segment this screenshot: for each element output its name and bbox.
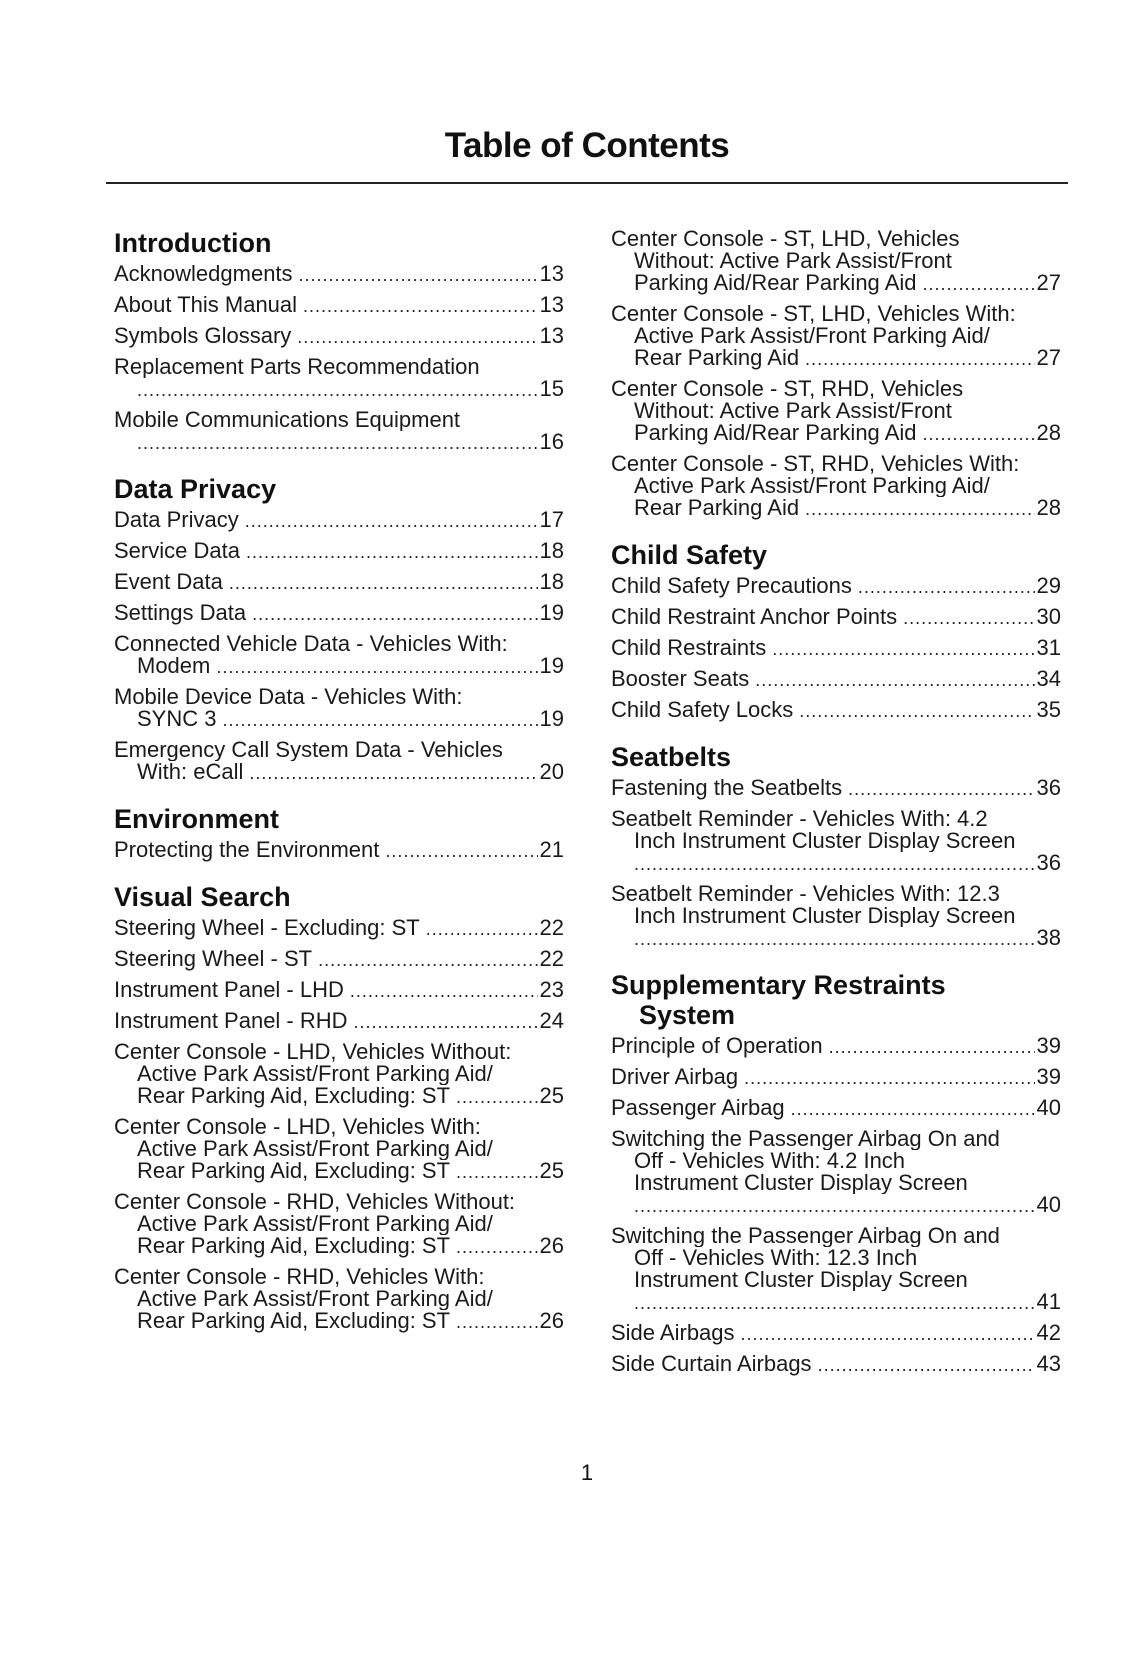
toc-entry[interactable] [611,228,1061,295]
toc-page-number: 36 [1036,852,1061,875]
dot-leader [923,423,1035,445]
toc-page-number: 39 [1036,1035,1061,1058]
toc-entry-text: Child Restraint Anchor Points [611,606,898,629]
dot-leader [818,1354,1035,1376]
toc-entry-text: Center Console - ST, LHD, Vehicles [611,228,960,250]
toc-section [611,970,1061,1376]
toc-entry[interactable] [114,1191,564,1258]
dot-leader [354,1011,538,1033]
toc-page-number: 38 [1036,927,1061,950]
toc-entry[interactable] [114,1010,564,1033]
section-heading [611,742,1061,772]
dot-leader [249,762,537,784]
dot-leader [318,949,537,971]
section-heading [114,882,564,912]
toc-entry-text: Mobile Communications Equipment [114,409,461,431]
toc-page-number: 28 [1036,422,1061,445]
toc-entry[interactable] [611,637,1061,660]
toc-page-number: 13 [539,294,564,317]
dot-leader [137,432,538,454]
toc-entry-text: Seatbelt Reminder - Vehicles With: 12.3 [611,883,1000,905]
toc-entry-text: Parking Aid/Rear Parking Aid [634,272,917,295]
dot-leader [297,326,537,348]
toc-entry-text: With: eCall [137,761,244,784]
toc-entry-text: Off - Vehicles With: 12.3 Inch [634,1247,918,1269]
toc-section [611,540,1061,722]
toc-entry-text: Side Airbags [611,1322,735,1345]
toc-section [611,228,1061,520]
toc-entry[interactable] [114,571,564,594]
toc-entry[interactable] [611,1322,1061,1345]
toc-entry[interactable] [114,1266,564,1333]
toc-entry-text: Emergency Call System Data - Vehicles [114,739,503,761]
dot-leader [246,541,538,563]
toc-entry-text: Steering Wheel - Excluding: ST [114,917,420,940]
toc-entry-text: Acknowledgments [114,263,293,286]
toc-entry[interactable] [611,1066,1061,1089]
toc-entry[interactable] [611,668,1061,691]
dot-leader [634,928,1035,950]
toc-entry[interactable] [611,699,1061,722]
dot-leader [303,295,537,317]
dot-leader [858,576,1035,598]
toc-page-number: 41 [1036,1291,1061,1314]
toc-entry-text: Passenger Airbag [611,1097,785,1120]
dot-leader [216,656,537,678]
toc-entry[interactable] [114,356,564,401]
toc-entry-text: About This Manual [114,294,298,317]
dot-leader [741,1323,1035,1345]
toc-entry-text: Rear Parking Aid, Excluding: ST [137,1310,451,1333]
dot-leader [350,980,538,1002]
toc-page-number: 42 [1036,1322,1061,1345]
toc-entry-text: Inch Instrument Cluster Display Screen [634,830,1016,852]
toc-entry-text: Center Console - ST, LHD, Vehicles With: [611,303,1016,325]
toc-page-number: 22 [539,917,564,940]
dot-leader [634,1195,1035,1217]
toc-page-number: 39 [1036,1066,1061,1089]
toc-entry[interactable] [611,1353,1061,1376]
toc-page-number: 25 [539,1085,564,1108]
toc-entry-text: Symbols Glossary [114,325,292,348]
toc-entry[interactable] [611,453,1061,520]
dot-leader [426,918,538,940]
toc-page-number: 43 [1036,1353,1061,1376]
toc-entry-text: Parking Aid/Rear Parking Aid [634,422,917,445]
toc-entry[interactable] [611,1225,1061,1314]
toc-entry-text: Instrument Panel - RHD [114,1010,348,1033]
toc-entry-text: Steering Wheel - ST [114,948,313,971]
dot-leader [848,778,1034,800]
toc-entry[interactable] [114,325,564,348]
toc-right-column [611,228,1061,1396]
toc-section [114,228,564,454]
toc-entry[interactable] [114,633,564,678]
toc-entry[interactable] [611,883,1061,950]
toc-entry-text: Active Park Assist/Front Parking Aid/ [137,1063,493,1085]
toc-page-number: 25 [539,1160,564,1183]
toc-page-number: 15 [539,378,564,401]
section-heading [114,228,564,258]
toc-entry-text: Rear Parking Aid [634,347,800,370]
toc-entry[interactable] [114,540,564,563]
toc-entry-text: Fastening the Seatbelts [611,777,843,800]
toc-page-number: 21 [539,839,564,862]
toc-entry-text: Side Curtain Airbags [611,1353,812,1376]
toc-entry[interactable] [114,263,564,286]
toc-entry-text: Rear Parking Aid, Excluding: ST [137,1235,451,1258]
toc-page-number: 30 [1036,606,1061,629]
toc-entry-text: Modem [137,655,211,678]
toc-entry[interactable] [611,777,1061,800]
section-heading-text: Visual Search [114,882,291,912]
toc-page-number: 40 [1036,1097,1061,1120]
toc-entry-text: Protecting the Environment [114,839,380,862]
toc-page-number: 19 [539,708,564,731]
toc-entry[interactable] [114,294,564,317]
dot-leader [829,1036,1035,1058]
toc-page-number: 34 [1036,668,1061,691]
toc-entry[interactable] [611,1128,1061,1217]
toc-entry-text: Service Data [114,540,240,563]
toc-page-number: 19 [539,655,564,678]
toc-entry-text: Instrument Cluster Display Screen [634,1172,968,1194]
toc-entry[interactable] [114,1116,564,1183]
toc-entry-text: Active Park Assist/Front Parking Aid/ [137,1138,493,1160]
toc-page-number: 28 [1036,497,1061,520]
toc-page-number: 17 [539,509,564,532]
toc-entry[interactable] [114,739,564,784]
section-heading-text: Introduction [114,228,272,258]
toc-entry-text: Center Console - ST, RHD, Vehicles [611,378,964,400]
toc-entry[interactable] [611,606,1061,629]
dot-leader [923,273,1035,295]
toc-section [114,804,564,862]
dot-leader [456,1086,537,1108]
page-title: Table of Contents [444,126,730,165]
toc-entry-text: Inch Instrument Cluster Display Screen [634,905,1016,927]
toc-entry-text: Center Console - RHD, Vehicles Without: [114,1191,516,1213]
toc-entry-text: Child Restraints [611,637,767,660]
dot-leader [456,1236,537,1258]
dot-leader [755,669,1034,691]
toc-entry-text: Principle of Operation [611,1035,823,1058]
toc-entry[interactable] [611,808,1061,875]
toc-entry-text: Instrument Cluster Display Screen [634,1269,968,1291]
toc-page-number: 18 [539,540,564,563]
page-number: 1 [580,1460,594,1485]
toc-entry-text: Active Park Assist/Front Parking Aid/ [634,325,990,347]
toc-entry-text: Booster Seats [611,668,750,691]
toc-entry[interactable] [114,979,564,1002]
toc-entry[interactable] [114,1041,564,1108]
toc-entry-text: Instrument Panel - LHD [114,979,344,1002]
section-heading-text: Data Privacy [114,474,277,504]
toc-entry-text: Without: Active Park Assist/Front [634,250,952,272]
toc-page-number: 20 [539,761,564,784]
section-heading [611,540,1061,570]
toc-page-number: 22 [539,948,564,971]
dot-leader [805,498,1034,520]
toc-entry[interactable] [114,839,564,862]
section-heading [114,474,564,504]
section-heading-text: Seatbelts [611,742,732,772]
toc-entry-text: Data Privacy [114,509,239,532]
toc-page-number: 27 [1036,272,1061,295]
toc-entry-text: Active Park Assist/Front Parking Aid/ [634,475,990,497]
toc-entry-text: Center Console - LHD, Vehicles Without: [114,1041,512,1063]
toc-page-number: 26 [539,1235,564,1258]
toc-page-number: 19 [539,602,564,625]
toc-page-number: 26 [539,1310,564,1333]
dot-leader [229,572,538,594]
toc-page-number: 13 [539,263,564,286]
toc-section [114,474,564,784]
toc-entry[interactable] [611,1097,1061,1120]
toc-entry-text: Rear Parking Aid, Excluding: ST [137,1085,451,1108]
toc-entry-text: Replacement Parts Recommendation [114,356,480,378]
dot-leader [252,603,537,625]
section-heading-text: Environment [114,804,280,834]
toc-entry-text: Driver Airbag [611,1066,739,1089]
toc-entry-text: Child Safety Locks [611,699,794,722]
toc-entry[interactable] [611,378,1061,445]
toc-page-number: 23 [539,979,564,1002]
dot-leader [245,510,538,532]
toc-section [114,882,564,1333]
toc-entry[interactable] [114,509,564,532]
toc-entry[interactable] [114,948,564,971]
toc-entry-text: Rear Parking Aid [634,497,800,520]
toc-page-number: 36 [1036,777,1061,800]
dot-leader [744,1067,1034,1089]
section-heading [114,804,564,834]
toc-entry-text: Center Console - ST, RHD, Vehicles With: [611,453,1020,475]
toc-page-number: 29 [1036,575,1061,598]
dot-leader [903,607,1034,629]
toc-left-column [114,228,564,1353]
toc-page-number: 35 [1036,699,1061,722]
toc-page-number: 16 [539,431,564,454]
dot-leader [634,1292,1035,1314]
toc-entry-text: Child Safety Precautions [611,575,852,598]
section-heading-text: Child Safety [611,540,768,570]
toc-page-number: 31 [1036,637,1061,660]
toc-page-number: 18 [539,571,564,594]
toc-entry-text: Center Console - RHD, Vehicles With: [114,1266,485,1288]
toc-entry-text: Switching the Passenger Airbag On and [611,1225,1000,1247]
toc-entry[interactable] [114,409,564,454]
toc-entry[interactable] [611,303,1061,370]
dot-leader [772,638,1034,660]
dot-leader [791,1098,1035,1120]
toc-entry-text: Active Park Assist/Front Parking Aid/ [137,1213,493,1235]
dot-leader [634,853,1035,875]
toc-entry-text: Center Console - LHD, Vehicles With: [114,1116,481,1138]
toc-entry-text: Off - Vehicles With: 4.2 Inch [634,1150,906,1172]
toc-page-number: 13 [539,325,564,348]
toc-entry-text: Event Data [114,571,223,594]
dot-leader [456,1311,537,1333]
dot-leader [299,264,538,286]
toc-entry-text: Settings Data [114,602,247,625]
toc-entry[interactable] [114,917,564,940]
toc-entry-text: Connected Vehicle Data - Vehicles With: [114,633,508,655]
toc-page-number: 24 [539,1010,564,1033]
toc-entry[interactable] [114,686,564,731]
toc-entry-text: Without: Active Park Assist/Front [634,400,952,422]
section-heading-text: Supplementary Restraints [611,970,946,1000]
toc-page-number: 40 [1036,1194,1061,1217]
dot-leader [385,840,537,862]
toc-entry-text: Switching the Passenger Airbag On and [611,1128,1000,1150]
dot-leader [137,379,538,401]
toc-section [611,742,1061,950]
toc-entry-text: Seatbelt Reminder - Vehicles With: 4.2 [611,808,988,830]
dot-leader [805,348,1034,370]
toc-entry[interactable] [611,1035,1061,1058]
toc-entry-text: Mobile Device Data - Vehicles With: [114,686,463,708]
toc-entry-text: Rear Parking Aid, Excluding: ST [137,1160,451,1183]
dot-leader [799,700,1034,722]
toc-entry-text: Active Park Assist/Front Parking Aid/ [137,1288,493,1310]
toc-entry-text: SYNC 3 [137,708,217,731]
toc-entry[interactable] [114,602,564,625]
dot-leader [222,709,537,731]
section-heading-text: System [639,1000,736,1030]
toc-entry[interactable] [611,575,1061,598]
section-heading [611,970,1061,1030]
toc-page-number: 27 [1036,347,1061,370]
title-divider [106,182,1068,184]
dot-leader [456,1161,537,1183]
